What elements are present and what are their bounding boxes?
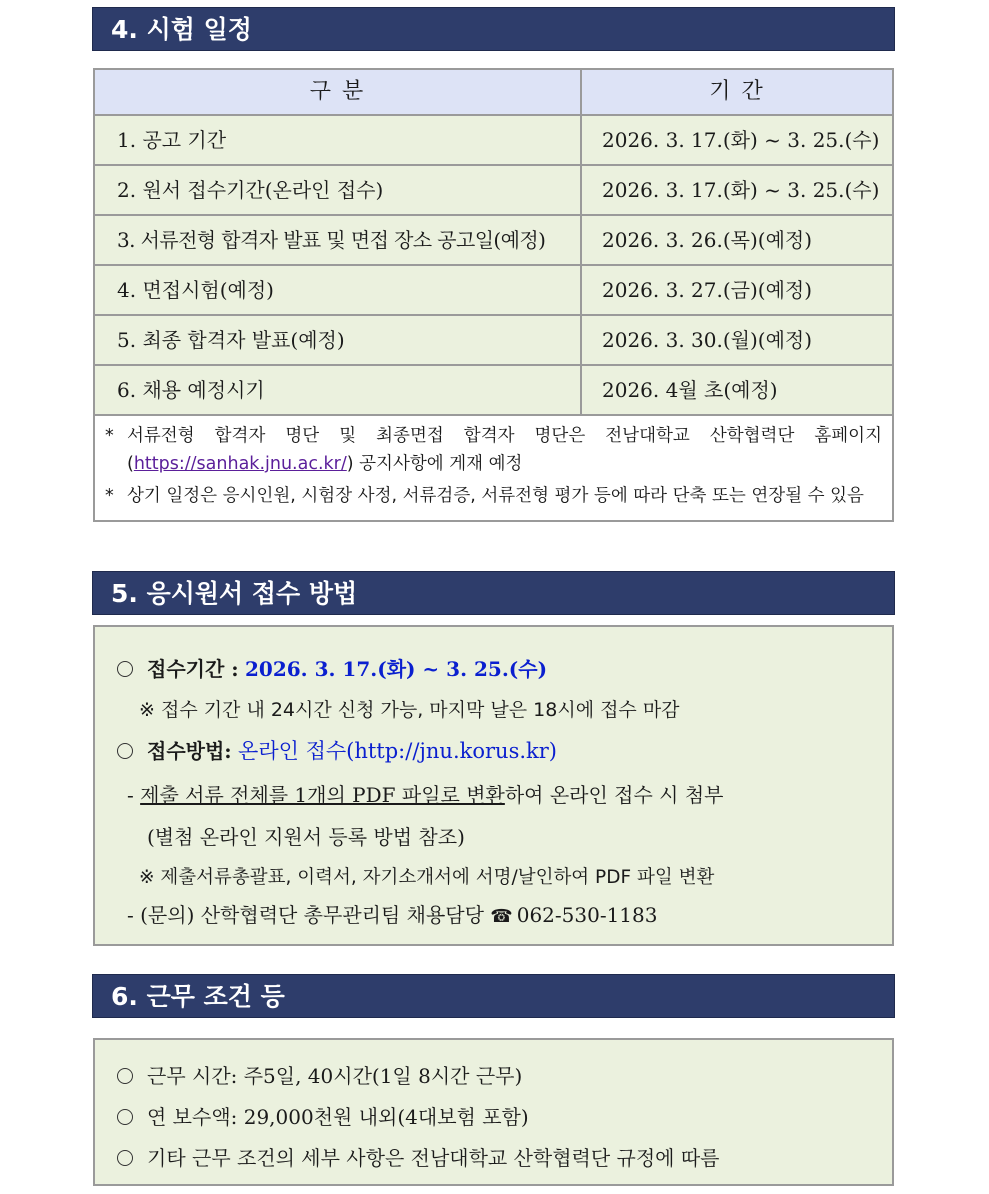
salary-text: 연 보수액: 29,000천원 내외(4대보험 포함) (147, 1105, 529, 1129)
table-cell-item: 3. 서류전형 합격자 발표 및 면접 장소 공고일(예정) (95, 216, 582, 264)
section-6-header: 6. 근무 조건 등 (92, 974, 895, 1018)
note-2-text: 상기 일정은 응시인원, 시험장 사정, 서류검증, 서류전형 평가 등에 따라 단축 또는 연장될 수 있음 (127, 486, 864, 506)
dash: - (127, 903, 134, 927)
contact-text: (문의) 산학협력단 총무관리팀 채용담당 (140, 903, 484, 927)
note-item (105, 482, 882, 510)
work-conditions-box (93, 1038, 894, 1186)
table-row (95, 166, 892, 216)
table-row (95, 366, 892, 416)
table-cell-period: 2026. 4월 초(예정) (602, 378, 778, 402)
table-row (95, 316, 892, 366)
bullet-line-2: (별첨 온라인 지원서 등록 방법 참조) (147, 825, 465, 849)
table-row (95, 216, 892, 266)
note-text (127, 422, 882, 478)
list-item (117, 1142, 720, 1171)
period-line (117, 653, 547, 682)
note-item (105, 422, 882, 478)
circle-bullet-icon (117, 1068, 133, 1084)
table-cell-item: 5. 최종 합격자 발표(예정) (95, 316, 582, 364)
table-header-row (95, 70, 892, 116)
table-cell-item: 2. 원서 접수기간(온라인 접수) (95, 166, 582, 214)
circle-bullet-icon (117, 1150, 133, 1166)
work-hours-text: 근무 시간: 주5일, 40시간(1일 8시간 근무) (147, 1064, 523, 1088)
method-label: 접수방법: (147, 739, 232, 763)
note-1-paren: ( (127, 454, 134, 474)
list-item (117, 1101, 529, 1130)
table-cell-period: 2026. 3. 17.(화) ~ 3. 25.(수) (602, 178, 880, 202)
table-cell-item: 4. 면접시험(예정) (95, 266, 582, 314)
schedule-notes (95, 416, 892, 520)
table-cell-period: 2026. 3. 26.(목)(예정) (602, 228, 813, 252)
note-1-text: 서류전형 합격자 명단 및 최종면접 합격자 명단은 전남대학교 산학협력단 홈페이지 (127, 426, 882, 446)
bullet-note: ※ 제출서류총괄표, 이력서, 자기소개서에 서명/날인하여 PDF 파일 변환 (139, 867, 715, 888)
period-label: 접수기간 : (147, 657, 239, 681)
bullet-line (127, 779, 723, 808)
note-1-suffix: ) 공지사항에 게재 예정 (346, 454, 523, 474)
bullet-rest-text: 하여 온라인 접수 시 첨부 (504, 783, 724, 807)
method-line (117, 735, 557, 765)
section-5-header: 5. 응시원서 접수 방법 (92, 571, 895, 615)
column-header-category: 구 분 (95, 70, 582, 114)
telephone-icon: ☎ (490, 906, 513, 927)
table-cell-period: 2026. 3. 30.(월)(예정) (602, 328, 813, 352)
homepage-link[interactable]: https://sanhak.jnu.ac.kr/ (133, 454, 347, 474)
application-method-box (93, 625, 894, 946)
schedule-table (93, 68, 894, 522)
table-cell-item: 1. 공고 기간 (95, 116, 582, 164)
circle-bullet-icon (117, 661, 133, 677)
list-item (117, 1060, 522, 1089)
table-row (95, 116, 892, 166)
column-header-period: 기 간 (709, 79, 765, 104)
period-note: ※ 접수 기간 내 24시간 신청 가능, 마지막 날은 18시에 접수 마감 (139, 699, 680, 721)
other-conditions-text: 기타 근무 조건의 세부 사항은 전남대학교 산학협력단 규정에 따름 (147, 1146, 720, 1170)
contact-phone: 062-530-1183 (516, 903, 658, 927)
note-asterisk: * (105, 486, 114, 506)
circle-bullet-icon (117, 1109, 133, 1125)
table-row (95, 266, 892, 316)
dash: - (127, 783, 134, 807)
circle-bullet-icon (117, 743, 133, 759)
contact-line (127, 899, 657, 928)
table-cell-period: 2026. 3. 17.(화) ~ 3. 25.(수) (602, 128, 880, 152)
table-cell-period: 2026. 3. 27.(금)(예정) (602, 278, 813, 302)
note-asterisk: * (105, 426, 114, 446)
table-cell-item: 6. 채용 예정시기 (95, 366, 582, 414)
period-value: 2026. 3. 17.(화) ~ 3. 25.(수) (245, 657, 548, 681)
section-4-header: 4. 시험 일정 (92, 7, 895, 51)
method-value: 온라인 접수(http://jnu.korus.kr) (238, 739, 557, 763)
bullet-underlined-text: 제출 서류 전체를 1개의 PDF 파일로 변환 (140, 783, 505, 807)
